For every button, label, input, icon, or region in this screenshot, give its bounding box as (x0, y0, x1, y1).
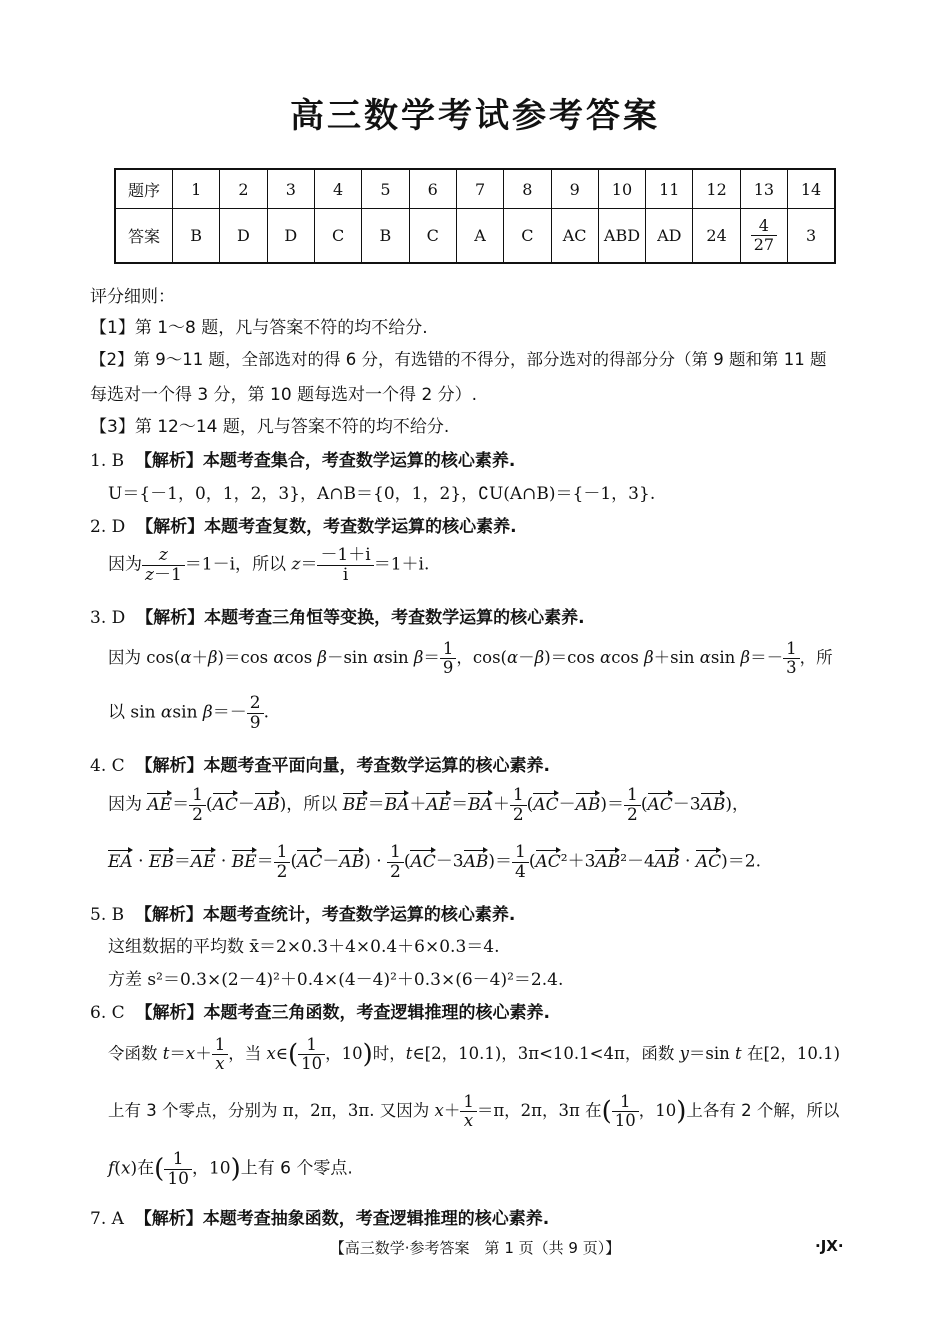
footer-code: ·JX· (815, 1237, 844, 1255)
q7-analysis: 【解析】本题考查抽象函数，考查逻辑推理的核心素养. (134, 1209, 550, 1229)
numerator: 4 (751, 217, 777, 236)
answer-cell: C (314, 209, 361, 264)
answer-cell: ABD (598, 209, 645, 264)
answer-cell: D (220, 209, 267, 264)
q7-label: 7. A (90, 1209, 124, 1229)
q6-label: 6. C (90, 1003, 125, 1023)
q6-body-2: 上有 3 个零点，分别为 π，2π，3π. 又因为 x＋ $\frac{1}{x}$ ＝π，2π，3π 在( $\frac{1}{10}$ ，10)上各有 2 个解，所以 (108, 1092, 840, 1131)
q5-analysis: 【解析】本题考查统计，考查数学运算的核心素养. (134, 905, 516, 925)
question-number: 3 (267, 169, 314, 209)
question-number: 1 (173, 169, 220, 209)
question-number: 13 (740, 169, 787, 209)
question-number: 5 (362, 169, 409, 209)
q2-analysis: 【解析】本题考查复数，考查数学运算的核心素养. (136, 517, 517, 537)
table-header-cell: 题序 (115, 169, 173, 209)
question-number: 6 (409, 169, 456, 209)
rules-heading: 评分细则： (90, 287, 175, 307)
question-number: 10 (598, 169, 645, 209)
q6-analysis: 【解析】本题考查三角函数，考查逻辑推理的核心素养. (135, 1003, 550, 1023)
q5-label: 5. B (90, 905, 125, 925)
q2-body: 因为 $\frac{z}{z-1}$ ＝1－i，所以 z＝ $\frac{-1+i}{i}$ ＝1＋i. (108, 545, 430, 585)
q6-body-3: f(x)在( $\frac{1}{10}$ ，10)上有 6 个零点. (108, 1149, 353, 1189)
q1-body: U＝{－1，0，1，2，3}，A∩B＝{0，1，2}，∁U(A∩B)＝{－1，3}. (108, 484, 656, 504)
q2-header (90, 512, 517, 537)
q4-body-2: EA · EB＝AE · BE＝ $\frac{1}{2}$ (AC－AB) · $\frac{1}{2}$ (AC－3AB)＝ $\frac{1}{4}$ (AC²＋3AB²－4AB · AC)＝2. (108, 842, 762, 882)
question-number: 7 (456, 169, 503, 209)
q1-analysis: 【解析】本题考查集合，考查数学运算的核心素养. (134, 451, 516, 471)
question-number: 12 (693, 169, 740, 209)
q5-line-2: 方差 s²＝0.3×(2－4)²＋0.4×(4－4)²＋0.3×(6－4)²＝2.4. (108, 970, 564, 990)
answer-cell: AD (646, 209, 693, 264)
question-number: 2 (220, 169, 267, 209)
table-row (115, 169, 835, 209)
page-footer: 【高三数学·参考答案 第 1 页（共 9 页）】 (329, 1239, 621, 1257)
answer-cell (740, 209, 787, 264)
table-row (115, 209, 835, 264)
question-number: 14 (788, 169, 835, 209)
q3-header (90, 603, 585, 628)
table-header-cell: 答案 (115, 209, 173, 264)
q4-body-1: 因为 AE＝ $\frac{1}{2}$ (AC－AB)，所以 BE＝BA＋AE＝BA＋ $\frac{1}{2}$ (AC－AB)＝ $\frac{1}{2}$ (AC－3AB)， (108, 785, 750, 825)
answer-cell: C (409, 209, 456, 264)
answer-cell: AC (551, 209, 598, 264)
q4-analysis: 【解析】本题考查平面向量，考查数学运算的核心素养. (135, 756, 550, 776)
q3-analysis: 【解析】本题考查三角恒等变换，考查数学运算的核心素养. (136, 608, 585, 628)
q3-label: 3. D (90, 608, 126, 628)
q5-header (90, 900, 515, 925)
question-number: 4 (314, 169, 361, 209)
rule-2a: 【2】第 9～11 题，全部选对的得 6 分，有选错的不得分，部分选对的得部分分（第 9 题和第 11 题 (90, 350, 827, 369)
answer-13-fraction (751, 217, 777, 253)
q1-label: 1. B (90, 451, 125, 471)
question-number: 11 (646, 169, 693, 209)
q4-label: 4. C (90, 756, 125, 776)
question-number: 8 (504, 169, 551, 209)
answer-cell: B (173, 209, 220, 264)
answer-cell: B (362, 209, 409, 264)
rule-3: 【3】第 12～14 题，凡与答案不符的均不给分. (90, 417, 450, 437)
q6-header (90, 998, 550, 1023)
answer-cell: 3 (788, 209, 835, 264)
question-number: 9 (551, 169, 598, 209)
rule-2b: 每选对一个得 3 分，第 10 题每选对一个得 2 分）. (90, 385, 478, 405)
answer-cell: C (504, 209, 551, 264)
answer-cell: A (456, 209, 503, 264)
answer-table (114, 168, 836, 264)
answer-cell: D (267, 209, 314, 264)
q5-line-1: 这组数据的平均数 x̄＝2×0.3＋4×0.4＋6×0.3＝4. (108, 937, 500, 957)
q1-header (90, 446, 515, 471)
denominator: 27 (753, 235, 775, 254)
q3-body-1: 因为 cos(α＋β)＝cos αcos β－sin αsin β＝ $\frac{1}{9}$ ，cos(α－β)＝cos αcos β＋sin αsin β＝－ $\frac{1}{3}$ ，所 (108, 639, 833, 678)
answer-cell: 24 (693, 209, 740, 264)
q6-body-1: 令函数 t＝x＋ $\frac{1}{x}$ ，当 x∈( $\frac{1}{10}$ ，10)时，t∈[2，10.1)，3π<10.1<4π，函数 y＝sin t 在[2，10.1) (108, 1035, 841, 1074)
q3-body-2: 以 sin αsin β＝－ $\frac{2}{9}$ . (108, 693, 269, 733)
q2-label: 2. D (90, 517, 126, 537)
page-title: 高三数学考试参考答案 (290, 96, 660, 136)
rule-1: 【1】第 1～8 题，凡与答案不符的均不给分. (90, 318, 428, 338)
q7-header (90, 1204, 549, 1229)
q4-header (90, 751, 550, 776)
